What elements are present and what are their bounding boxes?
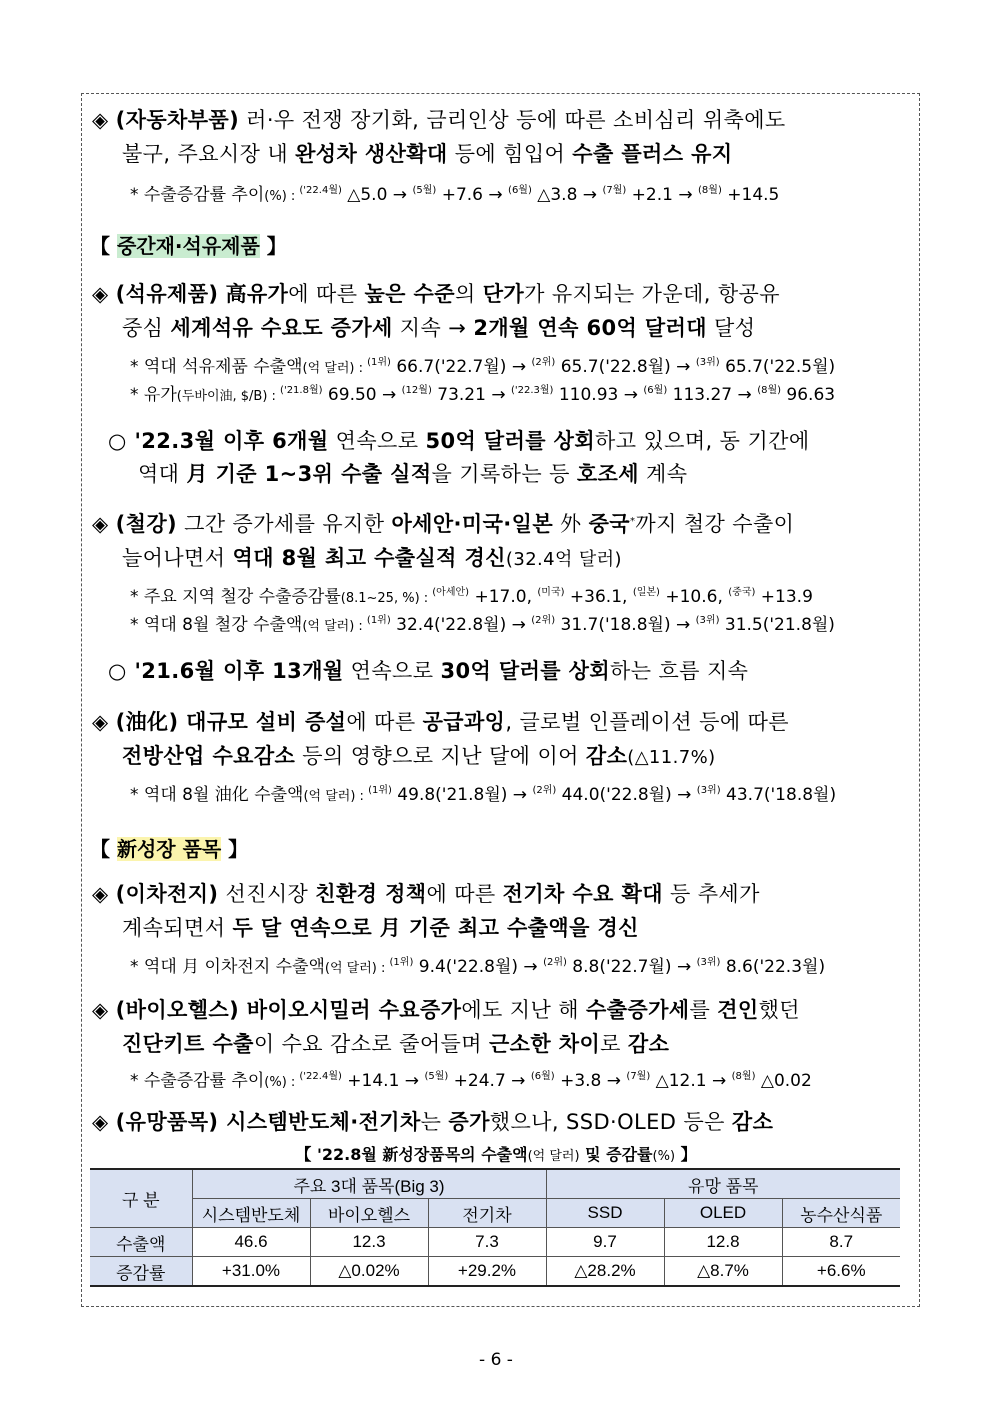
note-item-value: △0.02 bbox=[755, 1071, 812, 1091]
note-item-label: (1위) bbox=[368, 785, 392, 796]
note-item-label: ('22.3월) bbox=[510, 385, 554, 396]
petro-line-2: 중심 세계석유 수요도 증가세 지속 → 2개월 연속 60억 달러대 달성 bbox=[122, 316, 756, 340]
bio-note: * 수출증감률 추이(%) : $^{('22.4월)}$ +14.1 → $^{(5월)}$ +24.7 → $^{(6월)}$ +3.8 → $^{(7월)}$ △12.1 → $^{(8월)}$ △0.02 bbox=[130, 1071, 812, 1091]
table-cell: 8.7 bbox=[782, 1228, 900, 1257]
note-item-value: 31.7('18.8월) → bbox=[555, 615, 696, 635]
battery-line-1: ◈ (이차전지) 선진시장 친환경 정책에 따른 전기차 수요 확대 등 추세가 bbox=[92, 882, 760, 906]
note-item-value: +24.7 → bbox=[448, 1071, 531, 1091]
table-cell: 46.6 bbox=[192, 1228, 310, 1257]
table-cell: △28.2% bbox=[546, 1257, 664, 1287]
note-item-label: (5월) bbox=[412, 185, 437, 196]
note-item-value: 66.7('22.7월) → bbox=[390, 357, 532, 377]
table-group-promising: 유망 품목 bbox=[546, 1169, 900, 1199]
table-column-header: 시스템반도체 bbox=[192, 1199, 310, 1228]
diamond-bullet-icon: ◈ bbox=[92, 108, 109, 132]
table-corner-cell: 구 분 bbox=[90, 1169, 192, 1228]
note-item-label: (5월) bbox=[424, 1071, 449, 1082]
note-item-label: (3위) bbox=[695, 615, 720, 626]
table-title: 【 '22.8월 新성장품목의 수출액(억 달러) 및 증감률(%) 】 bbox=[295, 1145, 697, 1164]
table-group-big3: 주요 3대 품목(Big 3) bbox=[192, 1169, 546, 1199]
note-item-label: (12월) bbox=[401, 385, 432, 396]
note-item-label: (일본) bbox=[632, 587, 660, 598]
table-row bbox=[90, 1228, 900, 1257]
table-column-row bbox=[90, 1199, 900, 1228]
note-item-label: ('21.8월) bbox=[280, 385, 323, 396]
table-cell: +6.6% bbox=[782, 1257, 900, 1287]
steel-note-2: * 역대 8월 철강 수출액(억 달러) : $^{(1위)}$ 32.4('22.8월) → $^{(2위)}$ 31.7('18.8월) → $^{(3위)}$ 31.5('21.8월) bbox=[130, 615, 835, 635]
note-item-value: 96.63 bbox=[781, 385, 836, 405]
table-cell: +31.0% bbox=[192, 1257, 310, 1287]
note-item-label: (6월) bbox=[530, 1071, 555, 1082]
note-item-value: 43.7('18.8월) bbox=[720, 785, 837, 805]
table-cell: 12.3 bbox=[310, 1228, 428, 1257]
note-item-label: (8월) bbox=[731, 1071, 756, 1082]
note-item-value: 49.8('21.8월) → bbox=[391, 785, 533, 805]
note-item-value: +14.1 → bbox=[341, 1071, 425, 1091]
diamond-bullet-icon: ◈ bbox=[92, 1110, 109, 1134]
table-cell: △0.02% bbox=[310, 1257, 428, 1287]
auto-note: * 수출증감률 추이(%) : $^{('22.4월)}$ △5.0 → $^{(5월)}$ +7.6 → $^{(6월)}$ △3.8 → $^{(7월)}$ +2.1 → $^{(8월)}$ +14.5 bbox=[130, 185, 780, 205]
note-item-label: (3위) bbox=[696, 785, 721, 796]
note-item-value: 69.50 → bbox=[322, 385, 402, 405]
note-item-value: 44.0('22.8월) → bbox=[556, 785, 697, 805]
battery-note: * 역대 月 이차전지 수출액(억 달러) : $^{(1위)}$ 9.4('22.8월) → $^{(2위)}$ 8.8('22.7월) → $^{(3위)}$ 8.6('22.3월) bbox=[130, 957, 826, 977]
page-number: - 6 - bbox=[479, 1350, 513, 1370]
note-item-value: 113.27 → bbox=[667, 385, 758, 405]
section-header-new-growth: 【 新성장 품목 】 bbox=[90, 837, 249, 861]
steel-line-2: 늘어나면서 역대 8월 최고 수출실적 경신(32.4억 달러) bbox=[122, 546, 622, 570]
note-item-value: △12.1 → bbox=[650, 1071, 732, 1091]
note-item-label: (아세안) bbox=[432, 587, 470, 598]
table-cell: 7.3 bbox=[428, 1228, 546, 1257]
note-item-label: (2위) bbox=[531, 357, 556, 368]
petro-note-1: * 역대 석유제품 수출액(억 달러) : $^{(1위)}$ 66.7('22.7월) → $^{(2위)}$ 65.7('22.8월) → $^{(3위)}$ 65.7('22.5월) bbox=[130, 357, 836, 377]
note-item-label: (3위) bbox=[696, 957, 721, 968]
note-item-label: ('22.4월) bbox=[299, 1071, 342, 1082]
petro-circle-line-2: 역대 月 기준 1~3위 수출 실적을 기록하는 등 호조세 계속 bbox=[138, 462, 688, 486]
note-item-value: +17.0, bbox=[469, 587, 538, 607]
bio-line-1: ◈ (바이오헬스) 바이오시밀러 수요증가에도 지난 해 수출증가세를 견인했던 bbox=[92, 998, 800, 1022]
note-item-value: 32.4('22.8월) → bbox=[390, 615, 532, 635]
table-row-label: 증감률 bbox=[90, 1257, 192, 1287]
note-item-value: 31.5('21.8월) bbox=[719, 615, 835, 635]
steel-circle-line: ○ '21.6월 이후 13개월 연속으로 30억 달러를 상회하는 흐름 지속 bbox=[108, 659, 749, 683]
note-item-value: 65.7('22.8월) → bbox=[555, 357, 696, 377]
table-cell: △8.7% bbox=[664, 1257, 782, 1287]
chem-line-2: 전방산업 수요감소 등의 영향으로 지난 달에 이어 감소(△11.7%) bbox=[122, 744, 716, 768]
chem-line-1: ◈ (油化) 대규모 설비 증설에 따른 공급과잉, 글로벌 인플레이션 등에 따른 bbox=[92, 710, 789, 734]
circle-bullet-icon: ○ bbox=[108, 659, 127, 683]
petro-line-1: ◈ (석유제품) 高유가에 따른 높은 수준의 단가가 유지되는 가운데, 항공유 bbox=[92, 282, 780, 306]
note-item-label: (3위) bbox=[695, 357, 720, 368]
table-column-header: SSD bbox=[546, 1199, 664, 1228]
auto-line-1: ◈ (자동차부품) 러·우 전쟁 장기화, 금리인상 등에 따른 소비심리 위축에도 bbox=[92, 108, 786, 132]
note-item-value: 110.93 → bbox=[553, 385, 644, 405]
table-column-header: 바이오헬스 bbox=[310, 1199, 428, 1228]
diamond-bullet-icon: ◈ bbox=[92, 882, 109, 906]
note-item-label: (7월) bbox=[626, 1071, 651, 1082]
note-item-label: ('22.4월) bbox=[299, 185, 342, 196]
note-item-value: +10.6, bbox=[659, 587, 729, 607]
note-item-label: (8월) bbox=[757, 385, 782, 396]
diamond-bullet-icon: ◈ bbox=[92, 710, 109, 734]
note-item-label: (6월) bbox=[508, 185, 532, 196]
note-item-value: 8.8('22.7월) → bbox=[566, 957, 697, 977]
auto-line-2: 불구, 주요시장 내 완성차 생산확대 등에 힘입어 수출 플러스 유지 bbox=[122, 142, 733, 166]
table-column-header: 전기차 bbox=[428, 1199, 546, 1228]
new-growth-table bbox=[90, 1168, 900, 1287]
table-row bbox=[90, 1257, 900, 1287]
note-item-label: (7월) bbox=[602, 185, 627, 196]
diamond-bullet-icon: ◈ bbox=[92, 998, 109, 1022]
diamond-bullet-icon: ◈ bbox=[92, 512, 109, 536]
table-cell: 12.8 bbox=[664, 1228, 782, 1257]
note-item-label: (8월) bbox=[698, 185, 722, 196]
table-row-label: 수출액 bbox=[90, 1228, 192, 1257]
note-item-value: △5.0 → bbox=[341, 185, 413, 205]
note-item-value: +14.5 bbox=[721, 185, 780, 205]
petro-note-2: * 유가(두바이油, $/B) : $^{('21.8월)}$ 69.50 → $^{(12월)}$ 73.21 → $^{('22.3월)}$ 110.93 → $^{(6월)}$ 113.27 → $^{(8월)}$ 96.63 bbox=[130, 385, 836, 405]
steel-note-1: * 주요 지역 철강 수출증감률(8.1~25, %) : $^{(아세안)}$ +17.0, $^{(미국)}$ +36.1, $^{(일본)}$ +10.6, $^{(중국)}$ +13.9 bbox=[130, 587, 813, 607]
auto-title: (자동차부품) bbox=[115, 108, 240, 132]
petro-circle-line-1: ○ '22.3월 이후 6개월 연속으로 50억 달러를 상회하고 있으며, 동 기간에 bbox=[108, 429, 810, 453]
table-column-header: OLED bbox=[664, 1199, 782, 1228]
table-cell: +29.2% bbox=[428, 1257, 546, 1287]
note-item-value: +3.8 → bbox=[554, 1071, 627, 1091]
note-item-label: (2위) bbox=[532, 785, 557, 796]
auto-note-items bbox=[299, 185, 779, 205]
note-item-label: (1위) bbox=[367, 357, 391, 368]
table-column-header: 농수산식품 bbox=[782, 1199, 900, 1228]
note-item-label: (1위) bbox=[366, 615, 391, 626]
note-item-label: (중국) bbox=[728, 587, 756, 598]
note-item-value: +7.6 → bbox=[436, 185, 509, 205]
circle-bullet-icon: ○ bbox=[108, 429, 127, 453]
table-cell: 9.7 bbox=[546, 1228, 664, 1257]
note-item-label: (미국) bbox=[537, 587, 565, 598]
diamond-bullet-icon: ◈ bbox=[92, 282, 109, 306]
bio-line-2: 진단키트 수출이 수요 감소로 줄어들며 근소한 차이로 감소 bbox=[122, 1032, 670, 1056]
note-item-value: △3.8 → bbox=[531, 185, 603, 205]
note-item-value: +13.9 bbox=[755, 587, 813, 607]
note-item-label: (6월) bbox=[643, 385, 668, 396]
battery-line-2: 계속되면서 두 달 연속으로 月 기준 최고 수출액을 경신 bbox=[122, 916, 639, 940]
promising-line: ◈ (유망품목) 시스템반도체·전기차는 증가했으나, SSD·OLED 등은 감소 bbox=[92, 1110, 774, 1134]
steel-line-1: ◈ (철강) 그간 증가세를 유지한 아세안·미국·일본 外 중국*까지 철강 수출이 bbox=[92, 512, 795, 536]
note-item-value: 65.7('22.5월) bbox=[719, 357, 836, 377]
chem-note: * 역대 8월 油化 수출액(억 달러) : $^{(1위)}$ 49.8('21.8월) → $^{(2위)}$ 44.0('22.8월) → $^{(3위)}$ 43.7('18.8월) bbox=[130, 785, 837, 805]
note-item-value: +2.1 → bbox=[626, 185, 699, 205]
note-item-value: 8.6('22.3월) bbox=[720, 957, 826, 977]
note-item-value: 73.21 → bbox=[431, 385, 511, 405]
note-item-value: +36.1, bbox=[564, 587, 633, 607]
table-header-row bbox=[90, 1169, 900, 1199]
note-item-label: (2위) bbox=[531, 615, 556, 626]
note-item-label: (1위) bbox=[389, 957, 414, 968]
note-item-label: (2위) bbox=[543, 957, 567, 968]
section-header-intermediate: 【 중간재·석유제품 】 bbox=[90, 234, 287, 258]
note-item-value: 9.4('22.8월) → bbox=[413, 957, 544, 977]
